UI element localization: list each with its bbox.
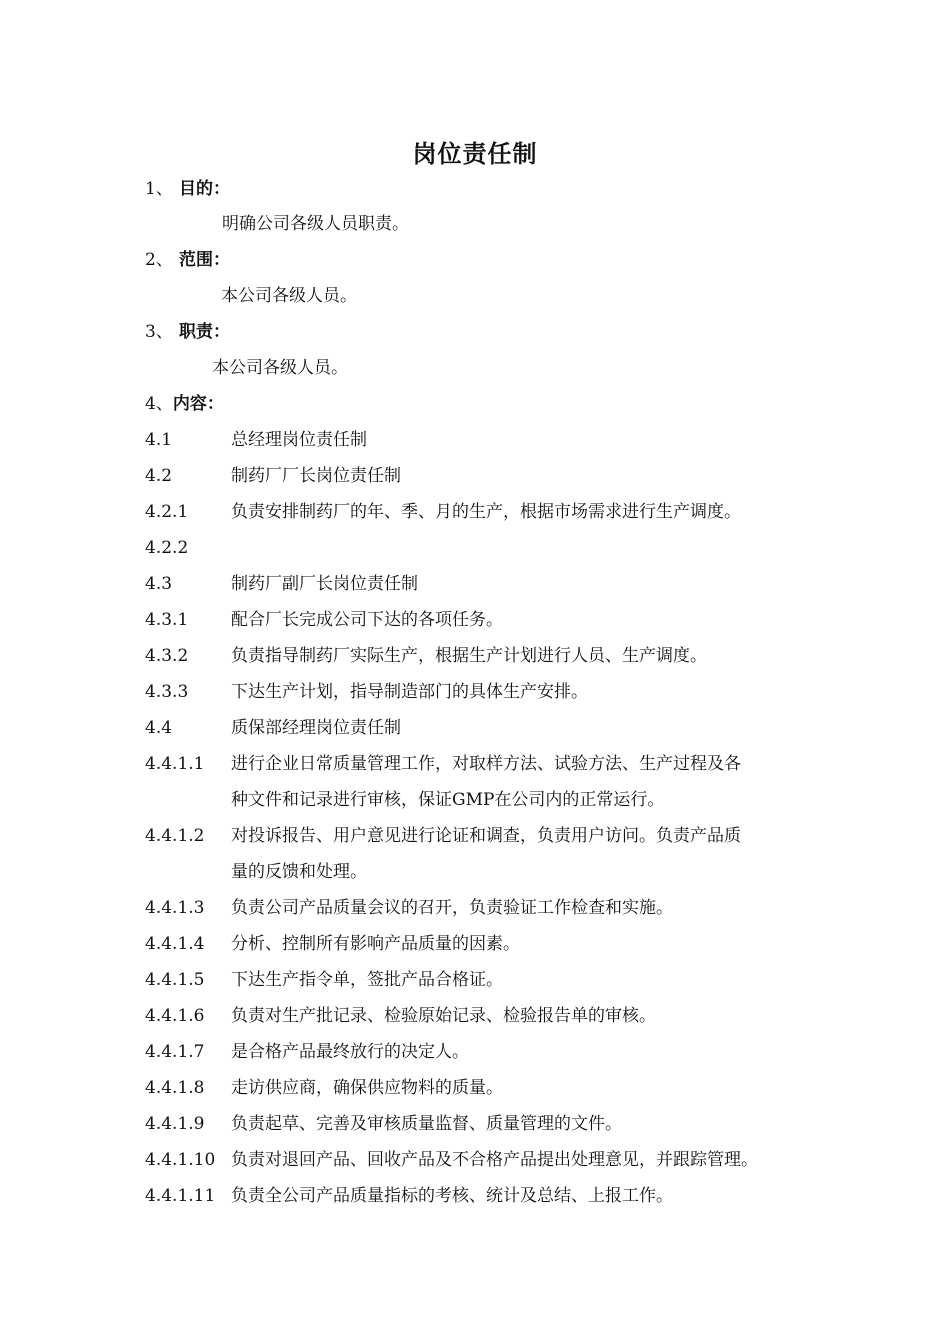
item-number: 4.4.1.10 <box>145 1150 216 1170</box>
item-text: 负责指导制药厂实际生产，根据生产计划进行人员、生产调度。 <box>231 646 707 666</box>
section-label: 职责： <box>179 322 230 342</box>
section-heading <box>145 177 230 201</box>
item-text: 对投诉报告、用户意见进行论证和调查，负责用户访问。负责产品质 <box>231 826 741 846</box>
item-number: 4.4.1.5 <box>145 970 205 990</box>
item-number: 4.4.1.7 <box>145 1042 205 1062</box>
document-title: 岗位责任制 <box>412 140 538 168</box>
item-text: 负责起草、完善及审核质量监督、质量管理的文件。 <box>231 1114 622 1134</box>
section-number: 4、 <box>145 394 173 414</box>
item-number: 4.4.1.2 <box>145 826 205 846</box>
list-item <box>145 716 401 740</box>
list-item <box>145 968 503 992</box>
list-item <box>145 608 503 632</box>
item-number: 4.4.1.9 <box>145 1114 205 1134</box>
list-item <box>145 500 741 524</box>
list-item <box>145 464 401 488</box>
item-text: 总经理岗位责任制 <box>231 430 367 450</box>
section-body: 明确公司各级人员职责。 <box>222 214 409 234</box>
item-text-continuation: 种文件和记录进行审核，保证GMP在公司内的正常运行。 <box>231 790 665 810</box>
item-number: 4.4 <box>145 718 173 738</box>
section-body: 本公司各级人员。 <box>212 358 348 378</box>
item-text: 走访供应商，确保供应物料的质量。 <box>231 1078 503 1098</box>
list-item <box>145 1040 469 1064</box>
item-text: 负责公司产品质量会议的召开，负责验证工作检查和实施。 <box>231 898 673 918</box>
item-text: 负责对退回产品、回收产品及不合格产品提出处理意见，并跟踪管理。 <box>231 1150 758 1170</box>
list-item <box>145 752 741 776</box>
item-text: 负责对生产批记录、检验原始记录、检验报告单的审核。 <box>231 1006 656 1026</box>
list-item <box>145 572 418 596</box>
section-number: 3、 <box>145 322 173 342</box>
item-text: 负责安排制药厂的年、季、月的生产，根据市场需求进行生产调度。 <box>231 502 741 522</box>
item-number: 4.4.1.8 <box>145 1078 205 1098</box>
item-number: 4.4.1.1 <box>145 754 205 774</box>
item-text: 下达生产指令单，签批产品合格证。 <box>231 970 503 990</box>
item-text: 下达生产计划，指导制造部门的具体生产安排。 <box>231 682 588 702</box>
list-item <box>145 1004 656 1028</box>
section-heading <box>145 248 230 272</box>
list-item <box>145 536 231 560</box>
item-text: 负责全公司产品质量指标的考核、统计及总结、上报工作。 <box>231 1186 673 1206</box>
item-text: 分析、控制所有影响产品质量的因素。 <box>231 934 520 954</box>
list-item <box>145 824 741 848</box>
item-number: 4.2.1 <box>145 502 189 522</box>
list-item <box>145 428 367 452</box>
section-label: 内容： <box>172 394 224 414</box>
item-text: 质保部经理岗位责任制 <box>231 718 401 738</box>
list-item <box>145 680 588 704</box>
item-number: 4.4.1.11 <box>145 1186 216 1206</box>
section-heading <box>145 392 224 416</box>
section-label: 范围： <box>179 250 230 270</box>
item-number: 4.4.1.3 <box>145 898 205 918</box>
item-number: 4.2 <box>145 466 173 486</box>
item-number: 4.4.1.4 <box>145 934 205 954</box>
item-number: 4.2.2 <box>145 538 189 558</box>
section-label: 目的： <box>179 179 230 199</box>
item-text: 进行企业日常质量管理工作，对取样方法、试验方法、生产过程及各 <box>231 754 741 774</box>
item-number: 4.3.3 <box>145 682 189 702</box>
item-number: 4.3.2 <box>145 646 189 666</box>
list-item <box>145 932 520 956</box>
item-text: 制药厂厂长岗位责任制 <box>231 466 401 486</box>
item-text-continuation: 量的反馈和处理。 <box>231 862 367 882</box>
list-item <box>145 644 707 668</box>
list-item <box>145 896 673 920</box>
section-number: 1、 <box>145 179 173 199</box>
item-text: 是合格产品最终放行的决定人。 <box>231 1042 469 1062</box>
section-number: 2、 <box>145 250 173 270</box>
list-item <box>145 1184 673 1208</box>
section-body: 本公司各级人员。 <box>221 286 357 306</box>
item-number: 4.3 <box>145 574 173 594</box>
item-number: 4.1 <box>145 430 173 450</box>
list-item <box>145 1148 758 1172</box>
item-number: 4.3.1 <box>145 610 189 630</box>
item-number: 4.4.1.6 <box>145 1006 205 1026</box>
item-text: 配合厂长完成公司下达的各项任务。 <box>231 610 503 630</box>
list-item <box>145 1112 622 1136</box>
section-heading <box>145 320 230 344</box>
item-text: 制药厂副厂长岗位责任制 <box>231 574 418 594</box>
list-item <box>145 1076 503 1100</box>
